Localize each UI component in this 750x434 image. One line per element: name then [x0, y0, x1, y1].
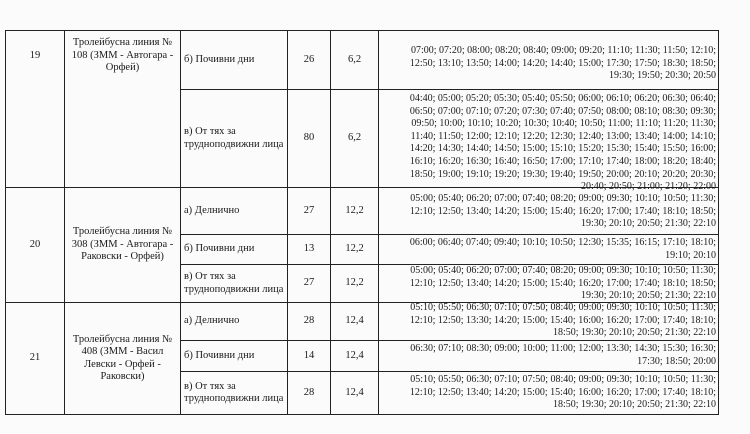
route-km: 12,4	[345, 349, 364, 361]
service-type: а) Делнично	[184, 315, 240, 327]
trip-count: 13	[303, 243, 315, 255]
row-divider	[5, 414, 719, 415]
row-number: 20	[29, 238, 41, 250]
trip-count: 27	[303, 204, 315, 216]
service-type: а) Делнично	[184, 204, 240, 216]
row-number: 19	[29, 49, 41, 61]
service-type: в) От тях за трудноподвижни лица	[184, 126, 284, 150]
departure-times: 05:00; 05:40; 06:20; 07:00; 07:40; 08:20; 09:00; 09:30; 10:10; 10:50; 11:30; 12:10; 12:50; 13:40; 14:20; 15:00; 15:40; 16:20; 17:00; 17:40; 18:10; 18:50; 19:30; 20:10; 20:50; 21:30; 22:10	[409, 193, 716, 230]
departure-times: 05:00; 05:40; 06:20; 07:00; 07:40; 08:20; 09:00; 09:30; 10:10; 10:50; 11:30; 12:10; 12:50; 13:40; 14:20; 15:00; 15:40; 16:20; 17:00; 17:40; 18:10; 18:50; 19:30; 20:10; 20:50; 21:30; 22:10	[409, 265, 716, 302]
trip-count: 28	[303, 315, 315, 327]
row-number: 21	[29, 352, 41, 364]
departure-times: 06:00; 06:40; 07:40; 09:40; 10:10; 10:50; 12:30; 15:35; 16:15; 17:10; 18:10; 19:10; 20:10	[409, 237, 716, 261]
departure-times: 04:40; 05:00; 05:20; 05:30; 05:40; 05:50; 06:00; 06:10; 06:20; 06:30; 06:40; 06:50; 07:00; 07:10; 07:20; 07:30; 07:40; 07:50; 08:00; 08:10; 08:30; 09:30; 09:50; 10:00; 10:10; 10:20; 10:30; 10:40; 10:50; 11:00; 11:10; 11:20; 11:30; 11:40; 11:50; 12:00; 12:10; 12:20; 12:30; 12:40; 13:00; 13:40; 14:00; 14:10; 14:20; 14:30; 14:40; 14:50; 15:00; 15:10; 15:20; 15:30; 15:40; 15:50; 16:00; 16:10; 16:20; 16:30; 16:40; 16:50; 17:00; 17:10; 17:40; 18:00; 18:20; 18:40; 18:50; 19:00; 19:10; 19:20; 19:30; 19:40; 19:50; 20:00; 20:10; 20:20; 20:30; 20:40; 20:50; 21:00; 21:20; 22:00	[409, 93, 716, 193]
route-km: 6,2	[347, 53, 362, 65]
route-km: 12,2	[345, 243, 364, 255]
table-border-right	[718, 30, 719, 415]
trip-count: 26	[303, 53, 315, 65]
line-name: Тролейбусна линия № 308 (ЗММ - Автогара - Раковски - Орфей)	[71, 226, 174, 263]
line-name: Тролейбусна линия № 408 (ЗММ - Васил Левски - Орфей - Раковски)	[72, 333, 173, 382]
departure-times: 06:30; 07:10; 08:30; 09:00; 10:00; 11:00; 12:00; 13:30; 14:30; 15:30; 16:30; 17:30; 18:50; 20:00	[410, 343, 716, 367]
line-name: Тролейбусна линия № 108 (ЗММ - Автогара - Орфей)	[71, 37, 174, 74]
service-type: б) Почивни дни	[184, 53, 255, 65]
route-km: 12,4	[345, 315, 364, 327]
service-type: в) От тях за трудноподвижни лица	[184, 271, 284, 295]
column-divider	[64, 30, 65, 415]
trip-count: 27	[303, 277, 315, 289]
column-divider	[378, 30, 379, 415]
route-km: 12,2	[345, 277, 364, 289]
departure-times: 05:10; 05:50; 06:30; 07:10; 07:50; 08:40; 09:00; 09:30; 10:10; 10:50; 11:30; 12:10; 12:50; 13:30; 14:20; 15:00; 15:40; 16:00; 16:20; 17:00; 17:40; 18:10; 18:50; 19:30; 20:10; 20:50; 21:30; 22:10	[409, 302, 716, 339]
departure-times: 05:10; 05:50; 06:30; 07:10; 07:50; 08:40; 09:00; 09:30; 10:10; 10:50; 11:30; 12:10; 12:50; 13:40; 14:20; 15:00; 15:40; 16:00; 16:20; 17:00; 17:40; 18:10; 18:50; 19:30; 20:10; 20:50; 21:30; 22:10	[409, 374, 716, 411]
route-km: 12,4	[345, 386, 364, 398]
trip-count: 80	[303, 132, 315, 144]
trip-count: 14	[303, 349, 315, 361]
trip-count: 28	[303, 386, 315, 398]
departure-times: 07:00; 07:20; 08:00; 08:20; 08:40; 09:00; 09:20; 11:10; 11:30; 11:50; 12:10; 12:50; 13:10; 13:50; 14:00; 14:20; 14:40; 15:00; 17:30; 17:50; 18:30; 18:50; 19:30; 19:50; 20:30; 20:50	[409, 45, 716, 82]
route-km: 12,2	[345, 204, 364, 216]
service-type: б) Почивни дни	[184, 349, 255, 361]
service-type: в) От тях за трудноподвижни лица	[184, 380, 284, 404]
service-type: б) Почивни дни	[184, 243, 255, 255]
route-km: 6,2	[347, 132, 362, 144]
